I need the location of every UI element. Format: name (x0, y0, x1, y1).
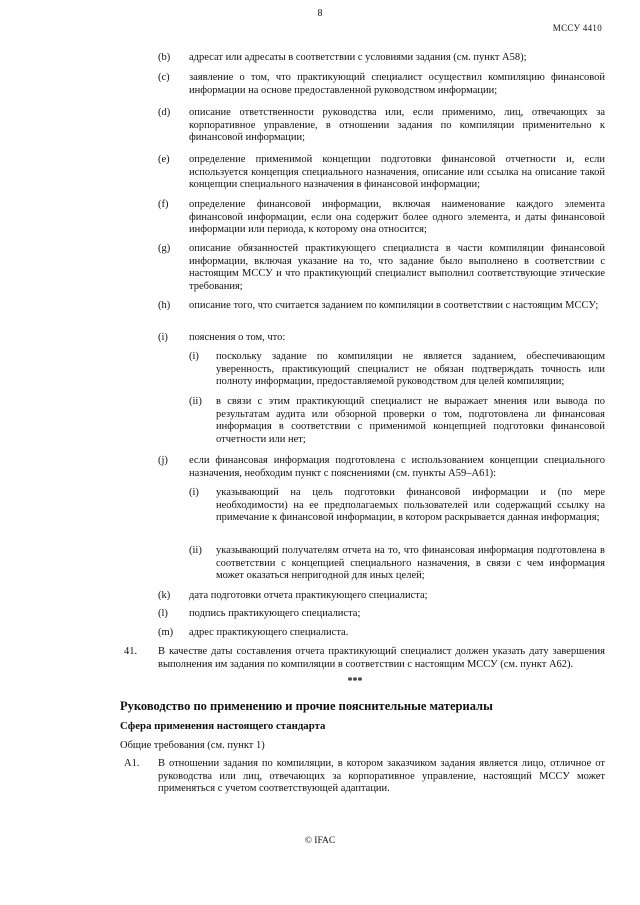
item-text: определение применимой концепции подготовки финансовой отчетности и, если используется концепция специального назначения, описание или ссылка на описание такой концепции специального назначения в финансовой информации; (189, 154, 605, 191)
item-label: (h) (158, 300, 171, 311)
item-text: в связи с этим практикующий специалист не выражает мнения или вывода по результатам аудита или обзорной проверки о том, подготовлена ли финансовая информация в соответствии с применимой концепцией подготовки финансовой отчетности или нет; (216, 396, 605, 445)
item-label: (ii) (189, 545, 202, 556)
item-text: указывающий получателям отчета на то, что финансовая информация подготовлена в соответствии с концепцией специального назначения, в связи с чем информация может оказаться непригодной для иных целей; (216, 545, 605, 582)
page-number: 8 (317, 8, 323, 19)
item-text: если финансовая информация подготовлена с использованием концепции специального назначения, необходим пункт с пояснениями (см. пункты A59–A61): (189, 455, 605, 479)
item-label: (k) (158, 590, 171, 601)
item-text: адрес практикующего специалиста. (189, 627, 349, 638)
item-label: (c) (158, 72, 170, 83)
item-label: (e) (158, 154, 170, 165)
scope-heading: Сфера применения настоящего стандарта (120, 720, 326, 732)
item-text: подпись практикующего специалиста; (189, 608, 361, 619)
paragraph-number: 41. (124, 646, 138, 657)
item-label: (i) (158, 332, 168, 343)
item-text: описание обязанностей практикующего специалиста в части компиляции финансовой информации, включая указание на то, что задание было выполнено в соответствии с настоящим МССУ и что практикующий специалист выполнил соответствующие этические требования; (189, 243, 605, 292)
paragraph-number: A1. (124, 758, 140, 769)
item-label: (j) (158, 455, 168, 466)
item-label: (l) (158, 608, 168, 619)
item-text: пояснения о том, что: (189, 332, 286, 343)
item-text: поскольку задание по компиляции не является заданием, обеспечивающим уверенность, практикующий специалист не обязан подтверждать точность или полноту информации, предоставляемой руководством для целей компиляции; (216, 351, 605, 388)
item-text: описание того, что считается заданием по компиляции в соответствии с настоящим МССУ; (189, 300, 599, 311)
item-text: указывающий на цель подготовки финансовой информации и (по мере необходимости) на ее предполагаемых пользователей или содержащий ссылку на примечание к финансовой информации, в котором раскрывается данная информация; (216, 487, 605, 524)
item-label: (b) (158, 52, 171, 63)
item-text: адресат или адресаты в соответствии с условиями задания (см. пункт A58); (189, 52, 527, 63)
item-text: дата подготовки отчета практикующего специалиста; (189, 590, 428, 601)
paragraph-text: В качестве даты составления отчета практикующий специалист должен указать дату завершения выполнения им задания по компиляции в соответствии с настоящим МССУ (см. пункт A62). (158, 646, 605, 670)
item-text: заявление о том, что практикующий специалист осуществил компиляцию финансовой информации на основе предоставленной руководством информации; (189, 72, 605, 96)
item-label: (f) (158, 199, 169, 210)
item-label: (i) (189, 351, 199, 362)
item-label: (ii) (189, 396, 202, 407)
guidance-heading: Руководство по применению и прочие пояснительные материалы (120, 699, 493, 713)
item-label: (d) (158, 107, 171, 118)
paragraph-text: В отношении задания по компиляции, в котором заказчиком задания является лицо, отличное от руководства или лиц, отвечающих за корпоративное управление, настоящий МССУ может применяться с учетом соответствующей адаптации. (158, 758, 605, 795)
item-text: определение финансовой информации, включая наименование каждого элемента финансовой информации, если она содержит более одного элемента, и даты финансовой информации или периода, к которому она относится; (189, 199, 605, 236)
item-label: (g) (158, 243, 171, 254)
item-text: описание ответственности руководства или, если применимо, лиц, отвечающих за корпоративное управление, в отношении задания по компиляции применительно к финансовой информации; (189, 107, 605, 144)
general-requirements: Общие требования (см. пункт 1) (120, 740, 265, 751)
item-label: (m) (158, 627, 174, 638)
copyright-footer: © IFAC (304, 836, 336, 846)
section-separator: *** (347, 676, 363, 687)
item-label: (i) (189, 487, 199, 498)
document-code: МССУ 4410 (552, 23, 602, 33)
